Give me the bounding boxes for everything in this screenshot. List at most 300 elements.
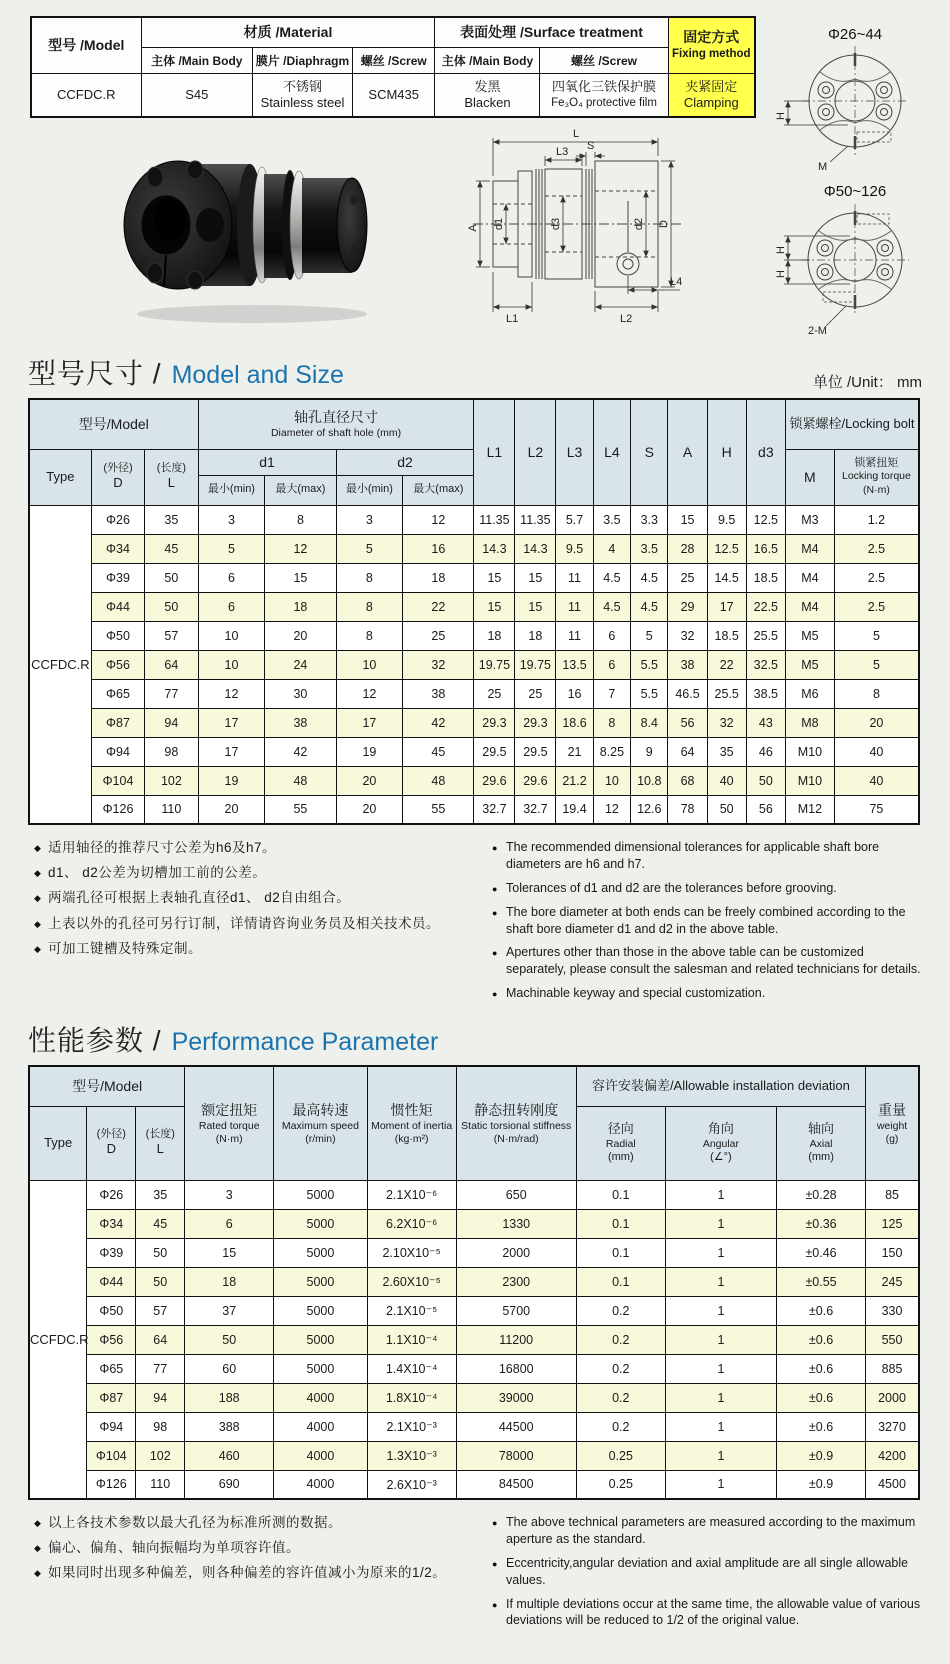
- note-item: ● Apertures other than those in the above table can be customized separately, please consult the salesman and related technicians for details.: [492, 945, 921, 977]
- cell: 5: [336, 534, 403, 563]
- bolt-hole: [187, 271, 203, 289]
- cell: 8.25: [593, 737, 630, 766]
- right-hub-face: [337, 178, 367, 272]
- cell: 11200: [456, 1325, 576, 1354]
- header-shaft-hole: [198, 399, 474, 449]
- cell: 15: [474, 563, 515, 592]
- cell: M6: [785, 679, 834, 708]
- dim-label-d3: d3: [550, 217, 562, 231]
- note-item: ● Tolerances of d1 and d2 are the tolerances before grooving.: [492, 880, 837, 895]
- cell: 29.6: [474, 766, 515, 795]
- cell: 57: [136, 1296, 185, 1325]
- cell: 50: [707, 795, 746, 824]
- note-item: ● The recommended dimensional tolerances for applicable shaft bore diameters are h6 and h7.: [492, 840, 880, 871]
- cell: ±0.55: [777, 1267, 866, 1296]
- header-locking-torque: 锁紧扭矩 Locking torque (N·m): [834, 449, 919, 505]
- cell: Φ104: [87, 1441, 136, 1470]
- cell: 8: [265, 505, 336, 534]
- cell: 1: [665, 1441, 776, 1470]
- note-item: ● The above technical parameters are measured according to the maximum aperture as the standard.: [492, 1515, 916, 1546]
- note-item: ◆ 偏心、偏角、轴向振幅均为单项容许值。: [34, 1539, 474, 1557]
- cell: M4: [785, 563, 834, 592]
- cell: 64: [136, 1325, 185, 1354]
- model-size-row: [29, 737, 919, 766]
- cell: 50: [136, 1267, 185, 1296]
- model-size-row: [29, 795, 919, 824]
- bolt-circle: [876, 82, 892, 98]
- bore-hole-inner: [154, 199, 186, 241]
- cell: 3: [198, 505, 265, 534]
- header-deviation: 容许安装偏差/Allowable installation deviation: [576, 1066, 865, 1106]
- bolt-circle: [817, 240, 833, 256]
- surface-screw-value: [540, 73, 668, 117]
- model-size-row: [29, 766, 919, 795]
- performance-row: [29, 1325, 919, 1354]
- cell: 1: [665, 1209, 776, 1238]
- cell: 1: [665, 1354, 776, 1383]
- header-H: H: [707, 399, 746, 505]
- cell: 9.5: [556, 534, 593, 563]
- performance-row: [29, 1209, 919, 1238]
- bolt-circle: [877, 240, 893, 256]
- cell: 5: [198, 534, 265, 563]
- bolt-inner: [823, 87, 830, 94]
- cell: 32: [668, 621, 707, 650]
- cell: 4.5: [631, 592, 668, 621]
- note-item: ● Machinable keyway and special customization.: [492, 986, 766, 1001]
- cell: Φ104: [91, 766, 144, 795]
- cell: 60: [185, 1354, 274, 1383]
- cell: ±0.6: [777, 1296, 866, 1325]
- cell: 10: [593, 766, 630, 795]
- cell: 56: [668, 708, 707, 737]
- cell: 19: [336, 737, 403, 766]
- cell: 3270: [866, 1412, 919, 1441]
- cell: 1.1X10⁻⁴: [367, 1325, 456, 1354]
- cell: 43: [746, 708, 785, 737]
- cell: 12: [265, 534, 336, 563]
- cell: 11.35: [474, 505, 515, 534]
- product-photo: [92, 122, 402, 332]
- header-outer-diameter: (外径) D: [87, 1106, 136, 1180]
- cell: 14.5: [707, 563, 746, 592]
- clamp-screw-inner: [623, 259, 633, 269]
- cell: 110: [145, 795, 198, 824]
- cell: 44500: [456, 1412, 576, 1441]
- cell: 102: [136, 1441, 185, 1470]
- cell: 5000: [274, 1209, 367, 1238]
- bullet-icon: ●: [492, 1558, 498, 1569]
- cell: 8: [834, 679, 919, 708]
- cell: 1.4X10⁻⁴: [367, 1354, 456, 1383]
- header-d2: d2: [336, 449, 474, 475]
- cell: Φ94: [87, 1412, 136, 1441]
- cell: 0.2: [576, 1412, 665, 1441]
- note-item: ◆ 如果同时出现多种偏差，则各种偏差的容许值减小为原来的1/2。: [34, 1564, 474, 1582]
- notes-en: [492, 839, 922, 1009]
- model-size-table: [28, 398, 920, 825]
- cell: 17: [336, 708, 403, 737]
- cell: Φ50: [91, 621, 144, 650]
- header-type: Type: [29, 449, 91, 505]
- performance-row: [29, 1267, 919, 1296]
- cell: 15: [474, 592, 515, 621]
- cell: 40: [707, 766, 746, 795]
- bolt-circle: [818, 82, 834, 98]
- cell: 16: [556, 679, 593, 708]
- bullet-icon: ◆: [34, 868, 42, 879]
- top-area: [0, 0, 950, 342]
- performance-notes: [34, 1514, 922, 1636]
- cell: 15: [265, 563, 336, 592]
- fixing-zh: 夹紧固定: [685, 78, 738, 94]
- cell: 1.8X10⁻⁴: [367, 1383, 456, 1412]
- cell: ±0.6: [777, 1325, 866, 1354]
- cell: 20: [198, 795, 265, 824]
- cell: 1: [665, 1296, 776, 1325]
- cell: M4: [785, 592, 834, 621]
- cell: 11: [556, 563, 593, 592]
- cell: 22.5: [746, 592, 785, 621]
- cell: 18.5: [746, 563, 785, 592]
- cell: Φ34: [87, 1209, 136, 1238]
- cell: 24: [265, 650, 336, 679]
- cell: 5000: [274, 1238, 367, 1267]
- cell: 10: [198, 650, 265, 679]
- performance-row: [29, 1296, 919, 1325]
- cell: 45: [136, 1209, 185, 1238]
- cell: 188: [185, 1383, 274, 1412]
- model-size-row: [29, 650, 919, 679]
- performance-row: [29, 1412, 919, 1441]
- cell: 4.5: [593, 592, 630, 621]
- cell: 48: [265, 766, 336, 795]
- header-rated-torque: 额定扭矩 Rated torque (N·m): [185, 1066, 274, 1180]
- diaphragm-zh: 不锈钢: [282, 78, 322, 94]
- cell: 0.2: [576, 1354, 665, 1383]
- cell: 14.3: [515, 534, 556, 563]
- model-size-row: [29, 592, 919, 621]
- cell: ±0.6: [777, 1412, 866, 1441]
- cell: 110: [136, 1470, 185, 1499]
- header-model: 型号/Model: [29, 1066, 185, 1106]
- cell: Φ26: [91, 505, 144, 534]
- cell: 37: [185, 1296, 274, 1325]
- cell: 32.7: [515, 795, 556, 824]
- performance-title-zh: 性能参数 /: [28, 1025, 162, 1056]
- cell: 12.5: [746, 505, 785, 534]
- cell: 18: [265, 592, 336, 621]
- cell: 550: [866, 1325, 919, 1354]
- cell: 18: [474, 621, 515, 650]
- cell: 4000: [274, 1441, 367, 1470]
- cell: 13.5: [556, 650, 593, 679]
- header-type: Type: [29, 1106, 87, 1180]
- cell: 29.5: [474, 737, 515, 766]
- cell: Φ39: [87, 1238, 136, 1267]
- surface-main-body-subheader: 主体 /Main Body: [435, 47, 540, 73]
- cell: 12: [593, 795, 630, 824]
- dim-label-S: S: [587, 140, 595, 152]
- cell: 8: [336, 563, 403, 592]
- header-axial: 轴向 Axial (mm): [777, 1106, 866, 1180]
- cell: 2.6X10⁻³: [367, 1470, 456, 1499]
- cell: 77: [145, 679, 198, 708]
- shaft-hole-zh: 轴孔直径尺寸: [294, 409, 379, 426]
- cell: 77: [136, 1354, 185, 1383]
- cell: 2.5: [834, 592, 919, 621]
- dim-label-D: D: [658, 220, 670, 228]
- cell: 38.5: [746, 679, 785, 708]
- cell: 3: [185, 1180, 274, 1209]
- note-item: ◆ d1、 d2公差为切槽加工前的公差。: [34, 864, 474, 882]
- cell: 78: [668, 795, 707, 824]
- cell: 35: [145, 505, 198, 534]
- cell: 7: [593, 679, 630, 708]
- cell: 50: [746, 766, 785, 795]
- notes-en: [492, 1514, 922, 1636]
- cell: 5: [631, 621, 668, 650]
- bullet-icon: ◆: [34, 1543, 42, 1554]
- model-header: 型号 /Model: [31, 17, 141, 73]
- cell: 94: [145, 708, 198, 737]
- cell: 21: [556, 737, 593, 766]
- note-item: ◆ 两端孔径可根据上表轴孔直径d1、 d2自由组合。: [34, 889, 474, 907]
- model-value: CCFDC.R: [31, 73, 141, 117]
- bullet-icon: ◆: [34, 918, 42, 929]
- notes-zh: [34, 1514, 474, 1636]
- cell: 20: [834, 708, 919, 737]
- main-body-subheader: 主体 /Main Body: [141, 47, 252, 73]
- cell: 5.7: [556, 505, 593, 534]
- dim-label-L1: L1: [506, 313, 519, 325]
- header-d1-min: 最小(min): [198, 475, 265, 505]
- cell: 690: [185, 1470, 274, 1499]
- cell: 35: [136, 1180, 185, 1209]
- dim-label-H2: H: [775, 270, 787, 278]
- cell: 32.5: [746, 650, 785, 679]
- cell: 17: [198, 737, 265, 766]
- shaft-hole-en: Diameter of shaft hole (mm): [270, 427, 402, 440]
- cell: 3.3: [631, 505, 668, 534]
- cell: 75: [834, 795, 919, 824]
- cell: 19.75: [474, 650, 515, 679]
- bullet-icon: ●: [492, 989, 498, 1000]
- cell: 885: [866, 1354, 919, 1383]
- cell: 1: [665, 1383, 776, 1412]
- cell: 3.5: [631, 534, 668, 563]
- header-L1: L1: [474, 399, 515, 505]
- cell: 1.2: [834, 505, 919, 534]
- cell: 32.7: [474, 795, 515, 824]
- cell: 25: [515, 679, 556, 708]
- dim-label-H: H: [775, 112, 787, 120]
- cell: 56: [746, 795, 785, 824]
- right-bolt-hole: [351, 245, 359, 255]
- header-L2: L2: [515, 399, 556, 505]
- model-size-row: [29, 621, 919, 650]
- cell: 22: [707, 650, 746, 679]
- cell: 8: [593, 708, 630, 737]
- cell: Φ65: [87, 1354, 136, 1383]
- header-max-speed: 最高转速 Maximum speed (r/min): [274, 1066, 367, 1180]
- fixing-header-en: Fixing method: [671, 47, 751, 60]
- right-bolt-hole: [350, 195, 358, 205]
- cell: 3.5: [593, 505, 630, 534]
- cell: Φ39: [91, 563, 144, 592]
- header-A: A: [668, 399, 707, 505]
- cell: Φ87: [91, 708, 144, 737]
- performance-row: [29, 1470, 919, 1499]
- header-length: (长度) L: [145, 449, 198, 505]
- cell: 5000: [274, 1354, 367, 1383]
- header-L4: L4: [593, 399, 630, 505]
- dim-label-L3: L3: [556, 146, 569, 158]
- cell: 19.4: [556, 795, 593, 824]
- fixing-header-zh: 固定方式: [683, 29, 740, 46]
- header-M: M: [785, 449, 834, 505]
- cell: 40: [834, 737, 919, 766]
- cell: 28: [668, 534, 707, 563]
- cell: 4000: [274, 1470, 367, 1499]
- header-angular: 角向 Angular (∠°): [665, 1106, 776, 1180]
- cell: 30: [265, 679, 336, 708]
- header-S: S: [631, 399, 668, 505]
- cell: 2300: [456, 1267, 576, 1296]
- cell: 0.2: [576, 1325, 665, 1354]
- cell: 6.2X10⁻⁶: [367, 1209, 456, 1238]
- cell: 4.5: [631, 563, 668, 592]
- cell: 10: [336, 650, 403, 679]
- bullet-icon: ●: [492, 907, 498, 918]
- type-label-cell: CCFDC.R: [29, 1180, 87, 1499]
- cell: M3: [785, 505, 834, 534]
- cell: M5: [785, 621, 834, 650]
- note-item: ◆ 以上各技术参数以最大孔径为标准所测的数据。: [34, 1514, 474, 1532]
- cell: 2.60X10⁻⁵: [367, 1267, 456, 1296]
- cell: 32: [707, 708, 746, 737]
- surface-screw-zh: 四氧化三铁保护膜: [552, 79, 657, 95]
- performance-row: [29, 1383, 919, 1412]
- cell: 12: [336, 679, 403, 708]
- cell: 40: [834, 766, 919, 795]
- cell: 18.5: [707, 621, 746, 650]
- front-view-small-caption: Φ26~44: [827, 26, 883, 43]
- model-size-title-zh: 型号尺寸 /: [28, 358, 162, 389]
- hidden-screw-hole-bottom: [823, 292, 855, 302]
- cell: 12: [198, 679, 265, 708]
- cell: 48: [403, 766, 474, 795]
- note-item: ● The bore diameter at both ends can be freely combined according to the shaft bore diameter d1 and d2 in the above table.: [492, 904, 906, 936]
- front-view-large-caption: Φ50~126: [823, 183, 887, 200]
- cell: Φ26: [87, 1180, 136, 1209]
- dim-label-M: M: [818, 161, 828, 173]
- cell: 6: [198, 592, 265, 621]
- cell: Φ50: [87, 1296, 136, 1325]
- cell: M8: [785, 708, 834, 737]
- cell: ±0.9: [777, 1441, 866, 1470]
- model-size-row: [29, 563, 919, 592]
- cell: 18: [185, 1267, 274, 1296]
- cell: 12: [403, 505, 474, 534]
- cell: 4200: [866, 1441, 919, 1470]
- dim-label-H1: H: [775, 246, 787, 254]
- bolt-inner: [822, 245, 829, 252]
- material-header: 材质 /Material: [141, 17, 435, 47]
- performance-row: [29, 1354, 919, 1383]
- cell: 1: [665, 1325, 776, 1354]
- performance-row: [29, 1180, 919, 1209]
- cell: 32: [403, 650, 474, 679]
- photo-shadow: [137, 305, 367, 323]
- header-L3: L3: [556, 399, 593, 505]
- cell: 1330: [456, 1209, 576, 1238]
- cell: 6: [185, 1209, 274, 1238]
- cell: 11: [556, 592, 593, 621]
- cell: Φ44: [91, 592, 144, 621]
- cell: ±0.36: [777, 1209, 866, 1238]
- bolt-inner: [822, 269, 829, 276]
- cell: 5000: [274, 1267, 367, 1296]
- cell: 15: [515, 592, 556, 621]
- notes-zh: [34, 839, 474, 1009]
- cell: 16: [403, 534, 474, 563]
- cell: 19.75: [515, 650, 556, 679]
- cell: 15: [185, 1238, 274, 1267]
- cell: 1: [665, 1470, 776, 1499]
- cell: 25: [668, 563, 707, 592]
- cell: 0.1: [576, 1209, 665, 1238]
- cell: 5000: [274, 1325, 367, 1354]
- cell: Φ126: [91, 795, 144, 824]
- cell: 125: [866, 1209, 919, 1238]
- header-d3: d3: [746, 399, 785, 505]
- surface-screw-en: Fe₃O₄ protective film: [551, 96, 657, 109]
- cell: 2.1X10⁻³: [367, 1412, 456, 1441]
- main-body-value: S45: [141, 73, 252, 117]
- cell: 9.5: [707, 505, 746, 534]
- cell: 19: [198, 766, 265, 795]
- note-item: ● Eccentricity,angular deviation and axial amplitude are all single allowable values.: [492, 1555, 909, 1587]
- cell: 0.1: [576, 1180, 665, 1209]
- cell: 12.5: [707, 534, 746, 563]
- section-drawing: [418, 116, 760, 332]
- front-view-large: [760, 180, 942, 340]
- cell: ±0.6: [777, 1383, 866, 1412]
- dim-label-2M: 2-M: [808, 325, 827, 337]
- cell: 4500: [866, 1470, 919, 1499]
- cell: 98: [145, 737, 198, 766]
- header-d2-max: 最大(max): [403, 475, 474, 505]
- dim-label-L: L: [573, 128, 580, 140]
- cell: 1: [665, 1412, 776, 1441]
- cell: 245: [866, 1267, 919, 1296]
- cell: Φ34: [91, 534, 144, 563]
- bullet-icon: ●: [492, 948, 498, 959]
- cell: 4: [593, 534, 630, 563]
- cell: 64: [145, 650, 198, 679]
- cell: 1: [665, 1267, 776, 1296]
- model-size-title: [28, 352, 922, 392]
- cell: 150: [866, 1238, 919, 1267]
- cell: 1.3X10⁻³: [367, 1441, 456, 1470]
- performance-table: [28, 1065, 920, 1500]
- cell: 22: [403, 592, 474, 621]
- cell: 5: [834, 650, 919, 679]
- cell: 5.5: [631, 679, 668, 708]
- bullet-icon: ●: [492, 1518, 498, 1528]
- screw-subheader: 螺丝 /Screw: [352, 47, 435, 73]
